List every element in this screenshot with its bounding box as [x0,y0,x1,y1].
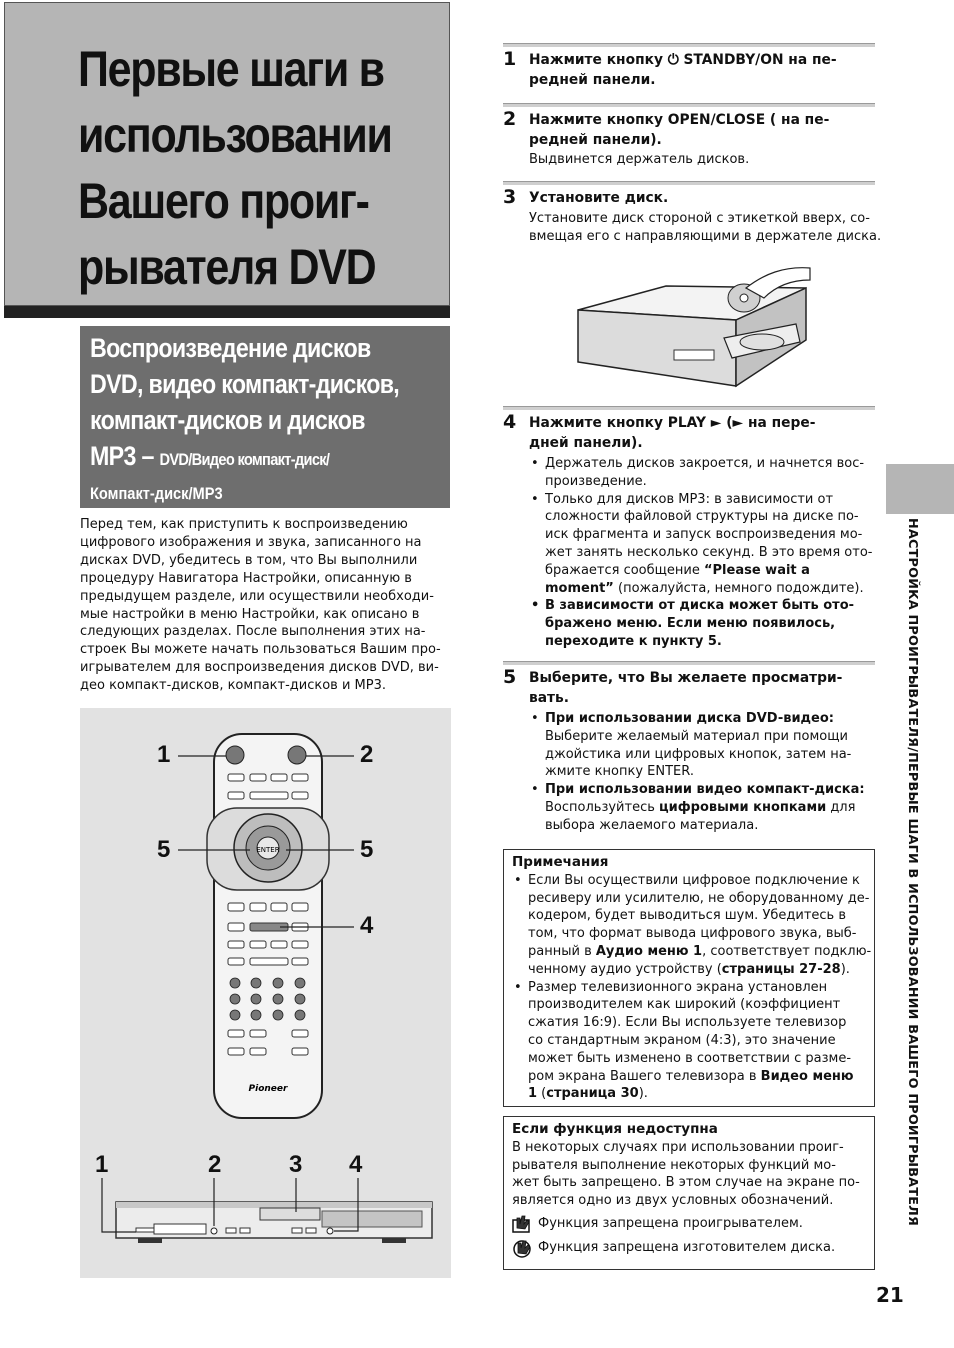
bullet-line: выбора желаемого материала. [545,817,759,833]
note-line: кодером, будет выводиться шум. Убедитесь в [528,908,846,924]
bullet-line: • Только для дисков MP3: в зависимости от [545,491,834,507]
step-number: 5 [503,666,517,688]
page-title [78,36,396,300]
note-line [528,1068,866,1086]
remote-control-illustration [80,708,451,1278]
bullet-text: для [826,799,856,815]
bullet-line: бражено меню. Если меню появилось, [545,616,836,632]
step-4-bullets [529,455,879,651]
intro-line: Перед тем, как приступить к воспроизведению [80,517,408,532]
note-text: ). [638,1086,648,1102]
list-item [529,455,879,491]
step-body-line: Установите диск стороной с этикеткой вверх, со- [529,211,870,226]
front-callout-2: 2 [208,1151,222,1178]
prohibited-player-row [512,1214,866,1234]
intro-line: игрывателем для воспроизведения дисков DVD, ви- [80,660,439,676]
page-title-line: Первые шаги в [78,41,384,97]
page-title-line: рывателя DVD [78,239,376,295]
step-3-heading [529,188,879,208]
section-category-2: Компакт-диск/MP3 [90,484,223,503]
note-line: ресиверу или усилителю, не оборудованному де- [528,890,870,906]
title-box-shadow [4,306,450,318]
bullet-text: Воспользуйтесь [545,799,660,815]
list-item [529,491,879,598]
callout-2: 2 [360,741,374,768]
chapter-side-label: НАСТРОЙКА ПРОИГРЫВАТЕЛЯ/ПЕРВЫЕ ШАГИ В ИСПОЛЬЗОВАНИИ ВАШЕГО ПРОИГРЫВАТЕЛЯ [905,518,920,1227]
intro-line: цифрового изображения и звука, записанного на [80,534,422,550]
step-4-heading [529,413,879,453]
front-callout-1: 1 [95,1151,109,1178]
step-2-heading [529,110,879,150]
bullet-line: • Держатель дисков закроется, и начнется вос- [545,456,865,471]
note-line: сжатия 16:9). Если Вы используете телевизор [528,1015,847,1031]
section-heading-dash: – [135,441,160,471]
unavailable-line: является одно из двух условных обозначений. [512,1193,834,1209]
callout-1: 1 [157,741,171,768]
bullet-line: джойстика или цифровых кнопок, затем на- [545,746,852,762]
notes-title: Примечания [512,854,609,870]
note-text: ченному аудио устройству ( [528,961,722,977]
prohibited-disc-text: Функция запрещена изготовителем диска. [538,1240,836,1256]
bullet-line: жет занять несколько секунд. В это время ото- [545,544,873,560]
bullet-line: переходите к пункту 5. [545,633,722,649]
section-category-1: DVD/Видео компакт-диск/ [159,450,330,469]
bullet-bold: цифровыми кнопками [659,799,827,815]
bullet-bold: “Please wait a [703,562,810,578]
unavailable-box [503,1116,875,1270]
section-heading-line: DVD, видео компакт-дисков, [90,369,400,399]
note-line: том, что формат вывода цифрового звука, выб- [528,926,857,942]
bullet-label: • При использовании видео компакт-диска: [545,782,865,798]
step-number: 1 [503,48,517,70]
section-heading-line: компакт-дисков и дисков [90,405,365,435]
step-number: 3 [503,186,517,208]
callout-4: 4 [360,912,374,939]
section-heading-line: Воспроизведение дисков [90,333,371,363]
step-body-line: Выдвинется держатель дисков. [529,152,750,167]
note-line: • Размер телевизионного экрана установлен [528,979,828,995]
prohibited-player-text: Функция запрещена проигрывателем. [538,1216,803,1232]
list-item [529,710,879,781]
step-heading-line: редней панели). [529,132,662,148]
section-heading [90,330,460,478]
step-heading-line: Нажмите кнопку ⏻ STANDBY/ON на пе- [529,52,837,68]
unavailable-title: Если функция недоступна [512,1121,718,1137]
step-heading-line: вать. [529,690,570,706]
step-number: 4 [503,411,517,433]
pioneer-logo: Pioneer [248,1084,288,1094]
step-heading-line: Нажмите кнопку PLAY ► (► на пере- [529,415,816,431]
bullet-bold: moment” [545,580,614,596]
note-line [528,943,872,961]
note-line [528,1085,866,1103]
intro-line: мые настройки в меню Настройки, как описано в [80,606,420,622]
section-heading-box [80,326,450,508]
prohibited-hand-player-icon [512,1214,534,1234]
step-1-heading [529,50,879,90]
note-line: может быть изменено в соответствии с разме- [528,1050,852,1066]
step-3-body [529,210,882,246]
step-number: 2 [503,108,517,130]
step-5-bullets [529,710,879,835]
bullet-line: произведение. [545,473,647,489]
section-heading-mp3: MP3 [90,441,136,471]
list-item [529,597,879,650]
chapter-side-tab [886,464,954,514]
intro-line: предыдущем разделе, или осуществили необходи- [80,588,434,604]
notes-box [503,849,875,1107]
intro-line: строек Вы можете начать пользоваться Вашим про- [80,642,441,658]
note-line: со стандартным экраном (4:3), это значение [528,1032,836,1048]
list-item [529,781,879,834]
step-divider [503,103,875,107]
enter-label: ENTER [256,846,280,854]
step-divider [503,43,875,47]
front-callout-4: 4 [349,1151,363,1178]
bullet-line: Выберите желаемый материал при помощи [545,728,848,744]
note-bold: 1 [528,1086,538,1102]
page-title-line: Вашего проиг- [78,173,369,229]
step-heading-line: Выберите, что Вы желаете просматри- [529,670,843,686]
step-heading-line: Установите диск. [529,190,669,206]
step-divider [503,661,875,665]
step-divider [503,181,875,185]
unavailable-line: рывателя выполнение некоторых функций мо- [512,1157,836,1173]
unavailable-body [512,1139,866,1210]
bullet-line: • В зависимости от диска может быть ото- [545,598,855,614]
step-divider [503,406,875,410]
step-heading-line: редней панели. [529,72,656,88]
note-bold: Аудио меню 1 [595,943,703,959]
callout-5-right: 5 [360,836,374,863]
bullet-line [545,580,879,598]
prohibited-disc-row [512,1238,866,1258]
note-text: ранный в [528,943,596,959]
bullet-text: бражается сообщение [545,562,704,578]
list-item [512,979,866,1104]
page-number: 21 [876,1283,904,1307]
unavailable-line: В некоторых случаях при использовании проиг- [512,1139,844,1155]
unavailable-line: жет быть запрещено. В этом случае на экране по- [512,1175,860,1191]
intro-line: део компакт-дисков, компакт-дисков и MP3. [80,678,387,694]
note-bold: страницы 27-28 [721,961,841,977]
step-2-body [529,151,879,169]
note-text: ром экрана Вашего телевизора в [528,1068,761,1084]
intro-line: следующих разделах. После выполнения этих на- [80,624,426,640]
section-heading-line-last [90,438,460,478]
intro-line: дисках DVD, убедитесь в том, что Вы выполнили [80,552,418,568]
note-line [528,961,866,979]
bullet-line [545,799,879,817]
step-heading-line: дней панели). [529,435,643,451]
step-heading-line: Нажмите кнопку OPEN/CLOSE ( на пе- [529,112,830,128]
dvd-player-illustration [574,258,824,390]
callout-5-left: 5 [157,836,171,863]
bullet-line [545,562,879,580]
note-line: • Если Вы осуществили цифровое подключение к [528,872,860,888]
note-bold: Видео меню [760,1068,854,1084]
step-body-line: вмещая его с направляющими в держателе диска. [529,228,882,244]
note-bold: страница 30 [546,1086,639,1102]
front-callout-3: 3 [289,1151,303,1178]
bullet-line: жмите кнопку ENTER. [545,764,694,780]
intro-paragraph [80,516,452,695]
note-text: , соответствует подклю- [702,943,872,959]
page-title-line: использовании [78,107,392,163]
intro-line: процедуру Навигатора Настройки, описанную в [80,570,412,586]
bullet-label: • При использовании диска DVD-видео: [545,711,834,726]
note-line: производителем как широкий (коэффициент [528,997,841,1013]
note-text: ). [840,961,850,977]
step-5-heading [529,668,879,708]
list-item [512,872,872,979]
bullet-line: иск фрагмента и запуск воспроизведения мо- [545,527,863,543]
bullet-text: (пожалуйста, немного подождите). [613,580,864,596]
note-text: ( [537,1086,547,1102]
bullet-line: сложности файловой структуры на диске по- [545,509,859,525]
prohibited-hand-disc-icon [512,1238,534,1258]
